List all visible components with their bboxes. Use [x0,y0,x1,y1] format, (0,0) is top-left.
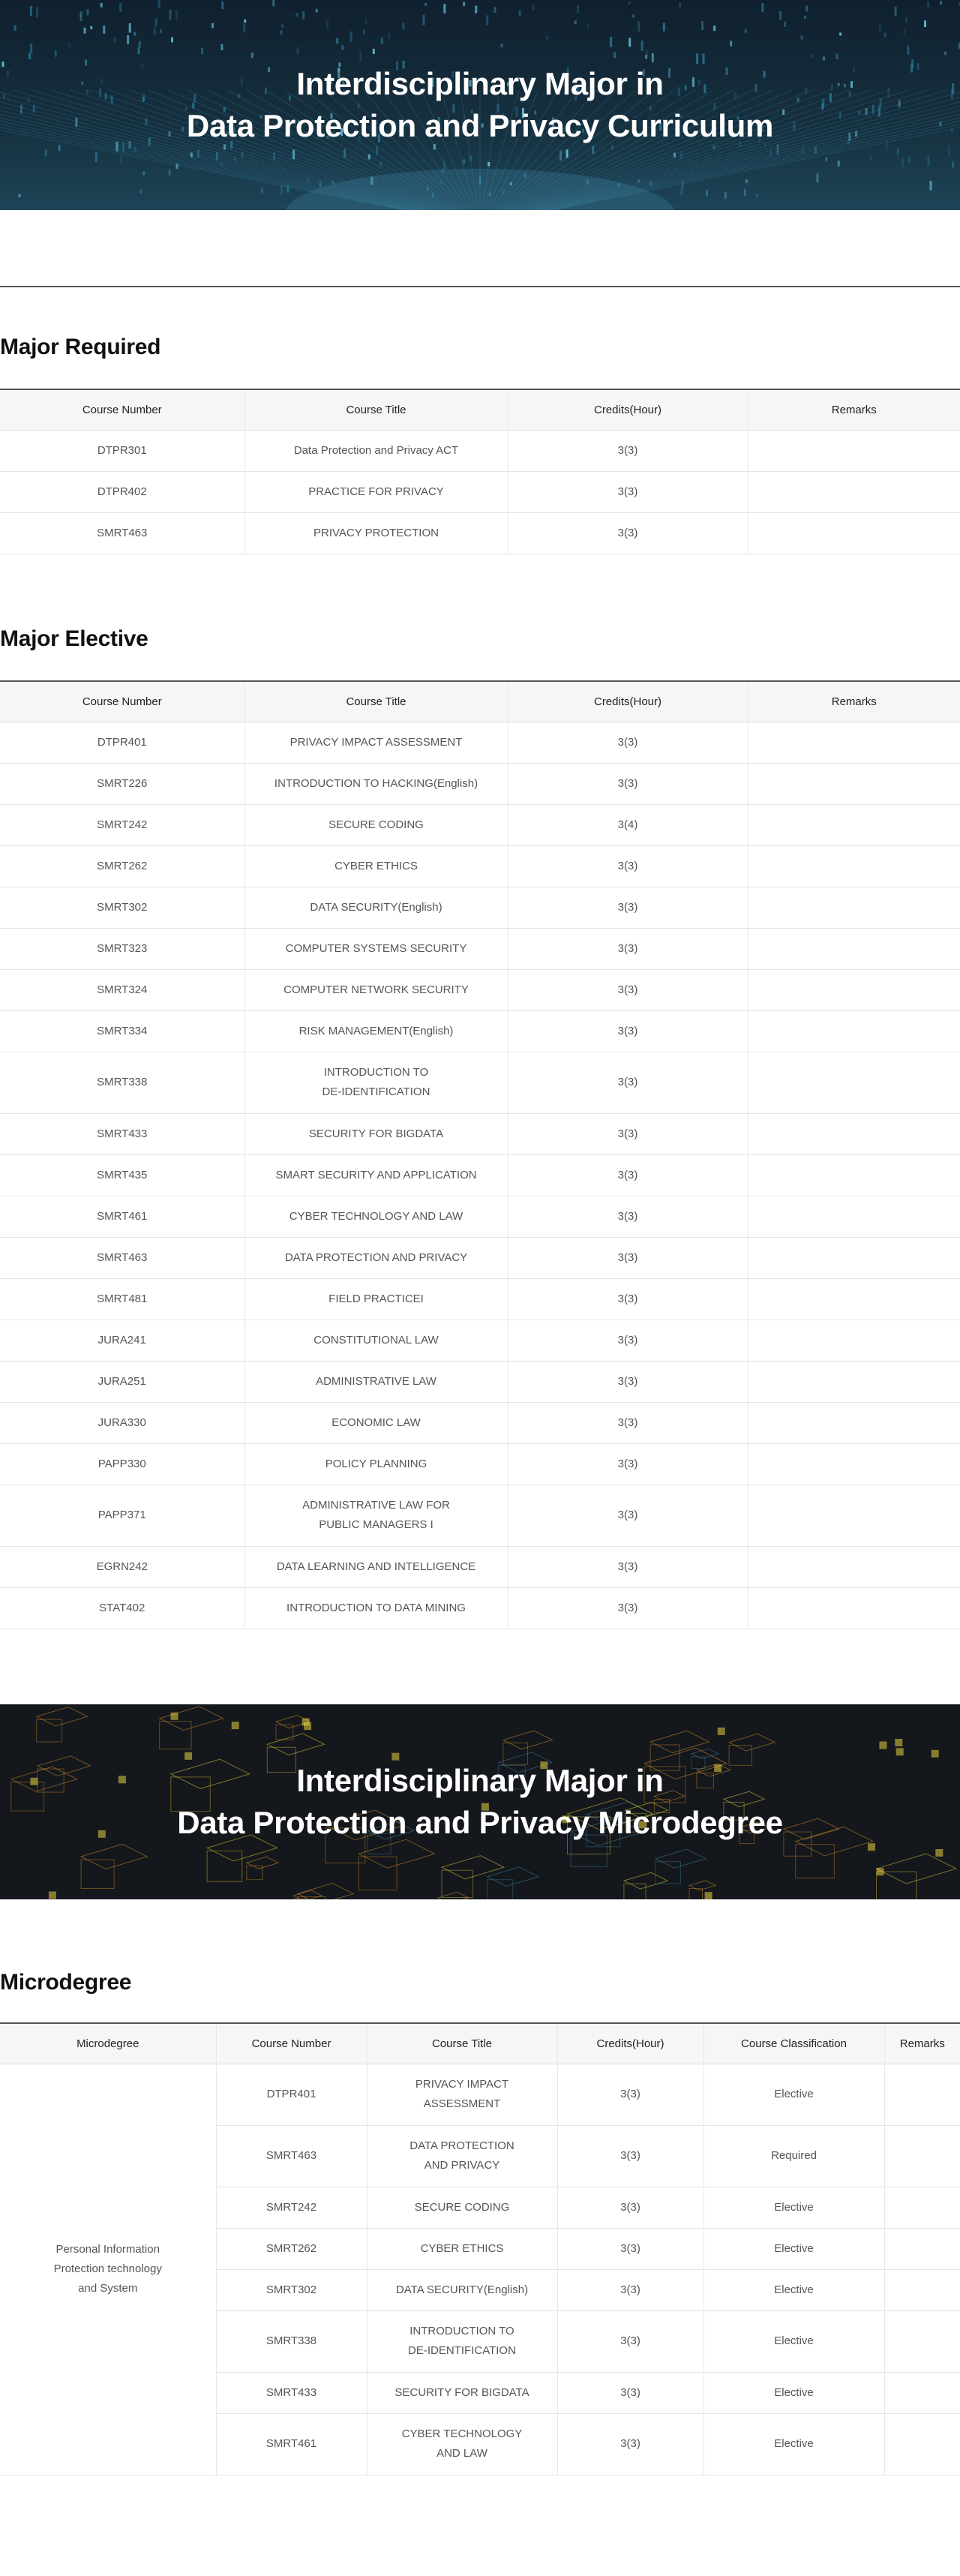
table-row [0,722,960,763]
course-title-cell: SECURE CODING [244,804,508,845]
course-title-cell: RISK MANAGEMENT(English) [244,1010,508,1052]
credits-cell: 3(3) [508,1278,748,1320]
table-row [0,969,960,1010]
course-number-cell: STAT402 [0,1587,244,1629]
hero-title-line-2: Data Protection and Privacy Microdegree [177,1805,783,1840]
course-number-cell: DTPR301 [0,430,244,471]
major-required-table [0,389,960,554]
column-header: Course Title [244,681,508,722]
table-row [0,845,960,887]
table-row [0,1361,960,1402]
remarks-cell [748,1052,960,1113]
credits-cell: 3(3) [508,1587,748,1629]
credits-cell: 3(3) [508,1113,748,1154]
course-title-cell: DATA SECURITY(English) [244,887,508,928]
credits-cell: 3(3) [557,2125,704,2187]
remarks-cell [748,512,960,554]
major-elective-heading: Major Elective [0,626,148,651]
column-header: Course Number [0,681,244,722]
course-title-cell: DATA SECURITY(English) [367,2269,557,2310]
course-number-cell: SMRT242 [0,804,244,845]
credits-cell: 3(3) [508,430,748,471]
course-title-cell: CYBER TECHNOLOGY AND LAW [244,1196,508,1237]
course-title-cell: SMART SECURITY AND APPLICATION [244,1154,508,1196]
course-title-cell: INTRODUCTION TO DE-IDENTIFICATION [244,1052,508,1113]
course-title-cell: Data Protection and Privacy ACT [244,430,508,471]
credits-cell: 3(3) [508,1052,748,1113]
credits-cell: 3(3) [557,2372,704,2413]
classification-cell: Elective [704,2187,884,2228]
course-number-cell: SMRT463 [216,2125,367,2187]
major-required-heading: Major Required [0,335,161,359]
table-row [0,763,960,804]
remarks-cell [884,2372,960,2413]
remarks-cell [748,1010,960,1052]
course-number-cell: SMRT334 [0,1010,244,1052]
credits-cell: 3(3) [557,2187,704,2228]
table-row [0,1154,960,1196]
remarks-cell [748,887,960,928]
table-row [0,1196,960,1237]
remarks-cell [748,1546,960,1587]
course-number-cell: SMRT435 [0,1154,244,1196]
hero-title-line-1: Interdisciplinary Major in [296,66,664,101]
table-row [0,804,960,845]
credits-cell: 3(3) [508,1546,748,1587]
column-header: Remarks [748,389,960,430]
course-number-cell: SMRT262 [0,845,244,887]
table-row [0,1237,960,1278]
course-title-cell: DATA PROTECTION AND PRIVACY [244,1237,508,1278]
course-number-cell: SMRT463 [0,1237,244,1278]
course-number-cell: SMRT433 [0,1113,244,1154]
column-header: Course Title [367,2023,557,2064]
microdegree-heading: Microdegree [0,1970,132,1995]
credits-cell: 3(3) [508,887,748,928]
remarks-cell [748,1196,960,1237]
course-number-cell: PAPP330 [0,1443,244,1485]
remarks-cell [884,2310,960,2372]
course-number-cell: SMRT242 [216,2187,367,2228]
column-header: Course Number [0,389,244,430]
table-row [0,512,960,554]
course-title-cell: CONSTITUTIONAL LAW [244,1320,508,1361]
column-header: Course Title [244,389,508,430]
column-header: Credits(Hour) [557,2023,704,2064]
classification-cell: Elective [704,2228,884,2269]
remarks-cell [748,1278,960,1320]
microdegree-name-cell: Personal Information Protection technology and System [0,2064,216,2475]
course-number-cell: SMRT262 [216,2228,367,2269]
remarks-cell [884,2228,960,2269]
hero-title-line-2: Data Protection and Privacy Curriculum [186,108,774,143]
table-row [0,471,960,512]
course-title-cell: POLICY PLANNING [244,1443,508,1485]
course-title-cell: SECURITY FOR BIGDATA [367,2372,557,2413]
credits-cell: 3(3) [557,2269,704,2310]
course-title-cell: INTRODUCTION TO DATA MINING [244,1587,508,1629]
credits-cell: 3(3) [508,1402,748,1443]
credits-cell: 3(3) [508,1010,748,1052]
remarks-cell [748,1237,960,1278]
credits-cell: 3(3) [508,722,748,763]
course-number-cell: DTPR401 [216,2064,367,2125]
credits-cell: 3(3) [508,1361,748,1402]
column-header: Remarks [884,2023,960,2064]
microdegree-hero-title [177,1760,783,1844]
remarks-cell [748,1320,960,1361]
course-number-cell: PAPP371 [0,1485,244,1546]
credits-cell: 3(3) [557,2413,704,2475]
remarks-cell [884,2413,960,2475]
course-title-cell: DATA LEARNING AND INTELLIGENCE [244,1546,508,1587]
course-title-cell: SECURITY FOR BIGDATA [244,1113,508,1154]
course-number-cell: SMRT433 [216,2372,367,2413]
course-number-cell: SMRT461 [216,2413,367,2475]
microdegree-hero-banner [0,1704,960,1899]
table-row [0,1443,960,1485]
table-row [0,1010,960,1052]
classification-cell: Elective [704,2413,884,2475]
course-number-cell: SMRT323 [0,928,244,969]
remarks-cell [748,1154,960,1196]
course-title-cell: PRIVACY PROTECTION [244,512,508,554]
remarks-cell [748,928,960,969]
column-header: Microdegree [0,2023,216,2064]
course-number-cell: SMRT338 [216,2310,367,2372]
course-number-cell: SMRT338 [0,1052,244,1113]
course-title-cell: SECURE CODING [367,2187,557,2228]
table-row [0,928,960,969]
credits-cell: 3(3) [508,1237,748,1278]
remarks-cell [884,2125,960,2187]
credits-cell: 3(3) [557,2310,704,2372]
major-elective-table [0,680,960,1629]
credits-cell: 3(3) [557,2228,704,2269]
credits-cell: 3(3) [508,1320,748,1361]
credits-cell: 3(3) [508,1485,748,1546]
remarks-cell [748,430,960,471]
credits-cell: 3(3) [508,1154,748,1196]
credits-cell: 3(3) [508,845,748,887]
course-title-cell: INTRODUCTION TO HACKING(English) [244,763,508,804]
course-number-cell: SMRT302 [0,887,244,928]
course-title-cell: COMPUTER NETWORK SECURITY [244,969,508,1010]
course-title-cell: CYBER ETHICS [367,2228,557,2269]
course-title-cell: PRIVACY IMPACT ASSESSMENT [244,722,508,763]
course-number-cell: EGRN242 [0,1546,244,1587]
table-row [0,887,960,928]
table-row [0,1546,960,1587]
remarks-cell [748,1443,960,1485]
table-row [0,1113,960,1154]
course-title-cell: ADMINISTRATIVE LAW [244,1361,508,1402]
table-row [0,2064,960,2125]
credits-cell: 3(3) [508,512,748,554]
course-title-cell: CYBER TECHNOLOGY AND LAW [367,2413,557,2475]
column-header: Credits(Hour) [508,681,748,722]
course-title-cell: COMPUTER SYSTEMS SECURITY [244,928,508,969]
table-header-row [0,681,960,722]
classification-cell: Elective [704,2269,884,2310]
course-number-cell: SMRT324 [0,969,244,1010]
course-title-cell: ECONOMIC LAW [244,1402,508,1443]
course-number-cell: SMRT481 [0,1278,244,1320]
credits-cell: 3(3) [557,2064,704,2125]
remarks-cell [748,763,960,804]
course-number-cell: JURA330 [0,1402,244,1443]
hero-title-line-1: Interdisciplinary Major in [296,1763,664,1798]
section-divider [0,286,960,287]
table-row [0,1320,960,1361]
remarks-cell [748,1587,960,1629]
classification-cell: Required [704,2125,884,2187]
table-row [0,430,960,471]
course-title-cell: DATA PROTECTION AND PRIVACY [367,2125,557,2187]
course-title-cell: PRACTICE FOR PRIVACY [244,471,508,512]
column-header: Course Number [216,2023,367,2064]
column-header: Remarks [748,681,960,722]
classification-cell: Elective [704,2372,884,2413]
table-row [0,1485,960,1546]
remarks-cell [748,845,960,887]
course-title-cell: INTRODUCTION TO DE-IDENTIFICATION [367,2310,557,2372]
course-number-cell: SMRT461 [0,1196,244,1237]
curriculum-hero-banner [0,0,960,210]
remarks-cell [884,2269,960,2310]
classification-cell: Elective [704,2064,884,2125]
remarks-cell [748,471,960,512]
table-header-row [0,389,960,430]
remarks-cell [748,1402,960,1443]
course-number-cell: JURA241 [0,1320,244,1361]
course-title-cell: ADMINISTRATIVE LAW FOR PUBLIC MANAGERS I [244,1485,508,1546]
remarks-cell [748,1485,960,1546]
credits-cell: 3(3) [508,928,748,969]
table-row [0,1278,960,1320]
table-row [0,1587,960,1629]
credits-cell: 3(3) [508,471,748,512]
column-header: Credits(Hour) [508,389,748,430]
microdegree-table [0,2022,960,2475]
credits-cell: 3(3) [508,1443,748,1485]
remarks-cell [748,722,960,763]
course-number-cell: DTPR401 [0,722,244,763]
credits-cell: 3(3) [508,763,748,804]
remarks-cell [748,969,960,1010]
table-header-row [0,2023,960,2064]
course-number-cell: JURA251 [0,1361,244,1402]
course-number-cell: SMRT463 [0,512,244,554]
table-row [0,1402,960,1443]
remarks-cell [884,2064,960,2125]
course-title-cell: CYBER ETHICS [244,845,508,887]
remarks-cell [748,1113,960,1154]
table-row [0,1052,960,1113]
credits-cell: 3(4) [508,804,748,845]
course-number-cell: SMRT302 [216,2269,367,2310]
course-title-cell: PRIVACY IMPACT ASSESSMENT [367,2064,557,2125]
classification-cell: Elective [704,2310,884,2372]
curriculum-hero-title [187,63,773,147]
credits-cell: 3(3) [508,1196,748,1237]
remarks-cell [884,2187,960,2228]
column-header: Course Classification [704,2023,884,2064]
credits-cell: 3(3) [508,969,748,1010]
course-number-cell: SMRT226 [0,763,244,804]
remarks-cell [748,1361,960,1402]
course-title-cell: FIELD PRACTICEI [244,1278,508,1320]
course-number-cell: DTPR402 [0,471,244,512]
remarks-cell [748,804,960,845]
